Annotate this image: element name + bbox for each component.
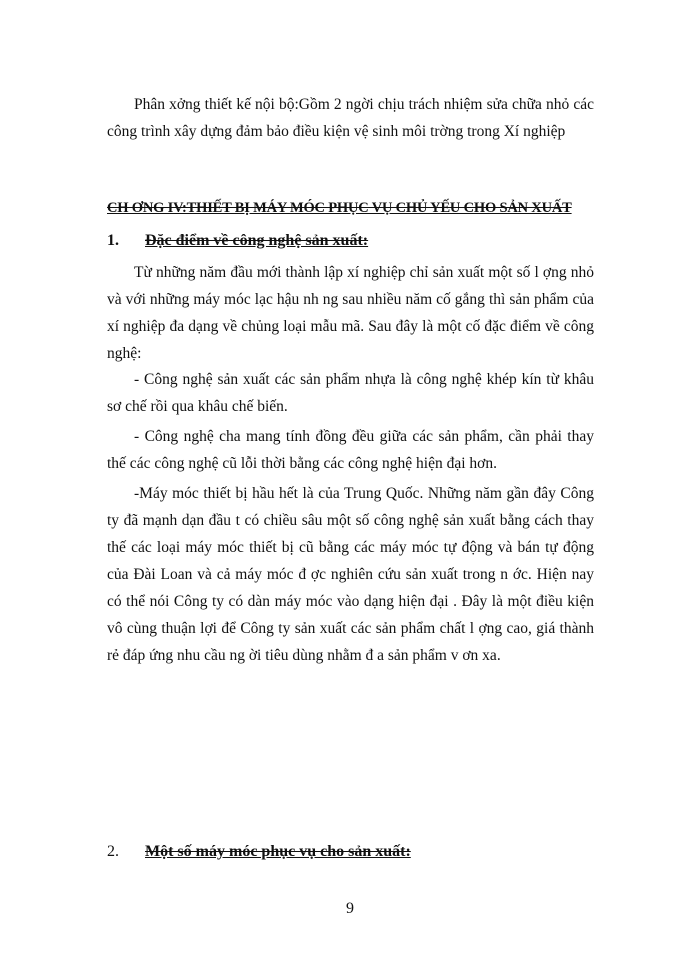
page-number: 9 (346, 900, 354, 917)
section-1-number: 1. (107, 232, 119, 249)
bullet-1-paragraph (107, 366, 594, 420)
bullet-1-text: - Công nghệ sản xuất các sản phẩm nhựa là công nghệ khép kín từ khâu sơ chế rồi qua khâu chế biến. (107, 371, 594, 415)
section-2-heading (107, 843, 411, 861)
machines-text: -Máy móc thiết bị hầu hết là của Trung Quốc. Những năm gần đây Công ty đã mạnh dạn đầu t có chiều sâu một số công nghệ sản xuất bằng cách thay thế các loại máy móc thiết bị cũ bằng các máy móc tự động và bán tự động của Đài Loan và cả máy móc đ ợc nghiên cứu sản xuất trong n ớc. Hiện nay có thể nói Công ty có dàn máy móc vào dạng hiện đại . Đây là một điều kiện vô cùng thuận lợi để Công ty sản xuất các sản phẩm chất l ợng cao, giá thành rẻ đáp ứng nhu cầu ng ời tiêu dùng nhằm đ a sản phẩm v ơn xa. (107, 485, 594, 664)
chapter-title: CH ƠNG IV:THIẾT BỊ MÁY MÓC PHỤC VỤ CHỦ YẾU CHO SẢN XUẤT (107, 200, 572, 216)
workshop-paragraph (107, 91, 594, 145)
intro-paragraph (107, 259, 594, 367)
workshop-text: Phân xởng thiết kế nội bộ:Gồm 2 ngời chịu trách nhiệm sửa chữa nhỏ các công trình xây dựng đảm bảo điều kiện vệ sinh môi trờng trong Xí nghiệp (107, 96, 594, 140)
section-2-title: Một số máy móc phục vụ cho sản xuất: (145, 843, 411, 860)
machines-paragraph (107, 480, 594, 669)
section-1-title: Đặc điểm về công nghệ sản xuất: (145, 232, 369, 249)
bullet-2-text: - Công nghệ cha mang tính đồng đều giữa các sản phẩm, cần phải thay thế các công nghệ cũ lỗi thời bằng các công nghệ hiện đại hơn. (107, 428, 594, 472)
bullet-2-paragraph (107, 423, 594, 477)
section-2-number: 2. (107, 843, 119, 860)
intro-text: Từ những năm đầu mới thành lập xí nghiệp chỉ sản xuất một số l ợng nhỏ và với những máy móc lạc hậu nh ng sau nhiều năm cố gắng thì sản phẩm của xí nghiệp đa dạng về chủng loại mẫu mã. Sau đây là một cố đặc điểm về công nghệ: (107, 264, 594, 362)
section-1-heading (107, 232, 368, 250)
